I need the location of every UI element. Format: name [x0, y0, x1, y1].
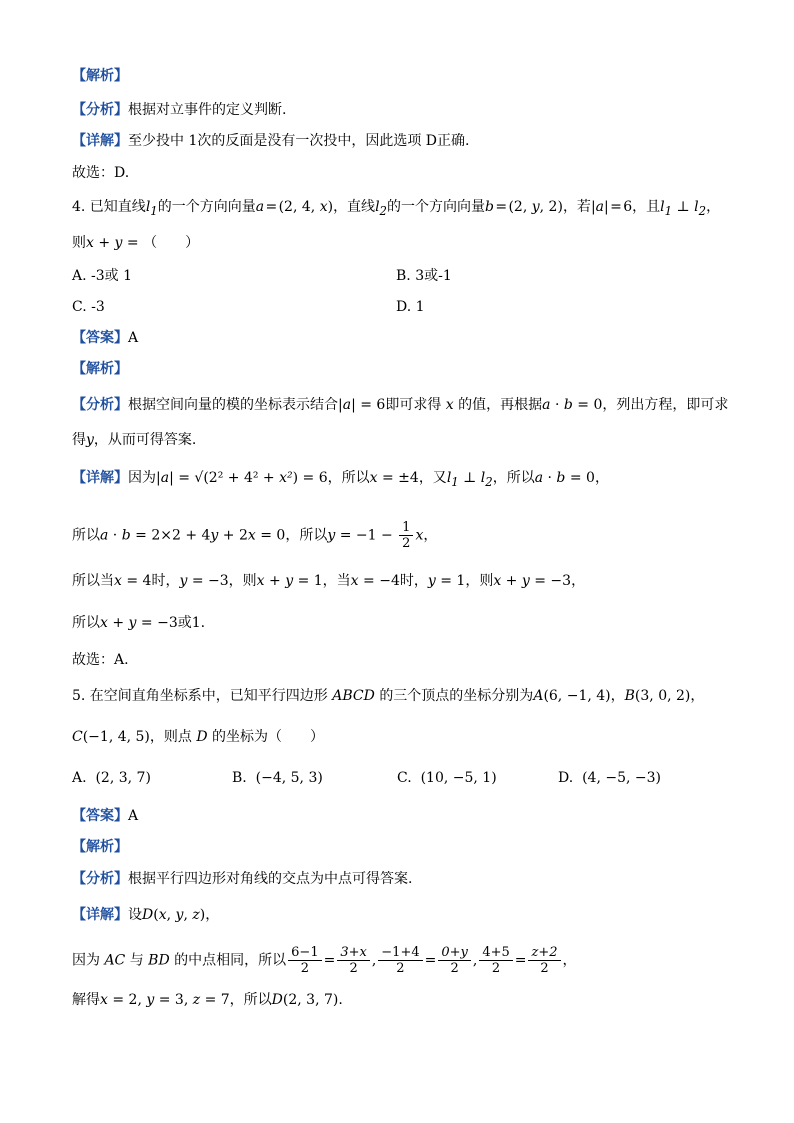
- math-sum-neg3: x + y = −3: [493, 573, 572, 589]
- math-perp2: $l_1$ ⊥ $l_2$: [446, 470, 493, 489]
- math-dot-zero2: a · b = 0: [534, 470, 595, 486]
- math-x-pm4: x = ±4: [369, 470, 419, 486]
- math-dot-zero: a · b = 0: [542, 397, 603, 413]
- q5-option-a: A. (2, 3, 7): [72, 770, 151, 786]
- q5-xiangjie-line3: 解得x = 2, y = 3, z = 7，所以D(2, 3, 7).: [72, 992, 343, 1008]
- q5-option-b: B. (−4, 5, 3): [232, 770, 323, 786]
- math-x-neg4: x = −4: [350, 573, 400, 589]
- q3-jiexi-line: [72, 66, 128, 86]
- q5-option-d: D. (4, −5, −3): [558, 770, 661, 786]
- q4-xiangjie-line1: 【详解】因为|a| = √(2² + 4² + x²) = 6，所以x = ±4，又$l_1$ ⊥ $l_2$，所以a · b = 0，: [72, 470, 609, 489]
- q4-stem-line1: 4. 已知直线$l_1$的一个方向向量a = (2, 4, x)，直线$l_2$的一个方向向量b = (2, y, 2)，若|a| = 6，且$l_1$ ⊥ $l_2$，: [72, 199, 721, 218]
- math-x: x: [441, 397, 459, 413]
- math-l1: $l_1$: [145, 199, 158, 218]
- q3-guxuan: 故选：D.: [72, 165, 130, 181]
- jiexi-tag: 【解析】: [72, 361, 128, 377]
- q4-xiangjie-line2: 所以a · b = 2×2 + 4y + 2x = 0，所以y = −1 − $\frac{1}{2}$ x，: [72, 520, 438, 551]
- math-frac-1: $\frac{6-1}{2}$: [288, 945, 321, 976]
- jiexi-tag: 【解析】: [72, 839, 128, 855]
- xiangjie-tag: 【详解】: [72, 470, 128, 486]
- math-x4: x = 4: [114, 573, 152, 589]
- q5-option-c: C. (10, −5, 1): [397, 770, 497, 786]
- math-frac-4: $\frac{0+y}{2}$: [438, 945, 471, 976]
- math-l2: $l_2$: [375, 199, 387, 218]
- q4-answer-line: [72, 328, 138, 348]
- q4-jiexi-line: [72, 359, 128, 379]
- q5-fenxi-line: 【分析】根据平行四边形对角线的交点为中点可得答案.: [72, 871, 413, 887]
- q3-fenxi-line: [72, 100, 286, 120]
- math-point-a: A(6, −1, 4): [533, 688, 611, 704]
- math-d-result: D(2, 3, 7): [271, 992, 339, 1008]
- fenxi-tag: 【分析】: [72, 102, 128, 118]
- q4-fenxi-line2: 得y，从而可得答案.: [72, 432, 197, 448]
- math-frac-half: $\frac{1}{2}$: [399, 520, 413, 551]
- math-b-def: b = (2, y, 2): [484, 199, 563, 215]
- xiangjie-tag: 【详解】: [72, 907, 128, 923]
- math-sum-final: x + y = −3: [100, 615, 178, 631]
- math-norm-a6: |a| = 6: [338, 397, 386, 413]
- q5-answer-line: [72, 806, 138, 826]
- math-d-xyz: D(x, y, z): [142, 907, 206, 923]
- math-norm-a: |a| = 6: [590, 199, 633, 215]
- math-vec-a: a: [255, 199, 265, 215]
- q4-answer: A: [128, 330, 139, 346]
- math-y: y: [86, 432, 94, 448]
- math-ac: AC: [100, 952, 130, 969]
- q4-guxuan: 故选：A.: [72, 652, 129, 668]
- q4-option-d: D. 1: [396, 299, 425, 315]
- q3-fenxi-text: 根据对立事件的定义判断.: [128, 102, 287, 118]
- xiangjie-tag: 【详解】: [72, 133, 128, 149]
- q4-option-a: A. -3或 1: [72, 268, 133, 284]
- q5-jiexi-line: [72, 837, 128, 857]
- q4-xiangjie-line4: 所以x + y = −3或1.: [72, 615, 206, 631]
- math-y-neg3: y = −3: [179, 573, 229, 589]
- math-perp: $l_1$ ⊥ $l_2$: [660, 199, 707, 218]
- math-frac-2: $\frac{3+x}{2}$: [337, 945, 370, 976]
- q5-xiangjie-line2: 因为 AC 与 BD 的中点相同，所以 $\frac{6-1}{2}$ = $\frac{3+x}{2}$ , $\frac{-1+4}{2}$ = $\frac{0+y}{2}$ , $\frac{4+5}{2}$ = $\frac{z+2}{2}$ ，: [72, 945, 577, 976]
- math-norm-sqrt: |a| = √(2² + 4² + x²) = 6: [156, 470, 328, 486]
- math-point-c: C(−1, 4, 5): [72, 729, 150, 745]
- q4-fenxi-line1: 【分析】根据空间向量的模的坐标表示结合|a| = 6即可求得 x 的值，再根据a · b = 0，列出方程，即可求: [72, 397, 729, 413]
- q3-xiangjie-text: 至少投中 1次的反面是没有一次投中，因此选项 D正确.: [128, 133, 470, 149]
- q4-xiangjie-line3: 所以当x = 4时，y = −3，则x + y = 1，当x = −4时，y = 1，则x + y = −3，: [72, 573, 586, 589]
- q5-stem-line1: 5. 在空间直角坐标系中，已知平行四边形 ABCD 的三个顶点的坐标分别为A(6, −1, 4)，B(3, 0, 2)，: [72, 688, 705, 704]
- q5-answer: A: [128, 808, 139, 824]
- q3-xiangjie-line: [72, 131, 469, 151]
- answer-tag: 【答案】: [72, 808, 128, 824]
- math-frac-6: $\frac{z+2}{2}$: [528, 945, 560, 976]
- math-y1: y = 1: [427, 573, 466, 589]
- answer-tag: 【答案】: [72, 330, 128, 346]
- math-solution: x = 2, y = 3, z = 7: [100, 992, 230, 1008]
- math-bd: BD: [143, 952, 175, 969]
- math-y-expr: y = −1 −: [327, 527, 398, 544]
- q4-option-c: C. -3: [72, 299, 105, 315]
- math-frac-5: $\frac{4+5}{2}$: [479, 945, 512, 976]
- math-xy-sum: x + y =: [86, 235, 144, 251]
- q4-stem-line2: 则x + y = （ ）: [72, 235, 200, 251]
- math-x-end: x: [415, 527, 424, 544]
- math-frac-3: $\frac{-1+4}{2}$: [378, 945, 422, 976]
- math-sum1: x + y = 1: [256, 573, 323, 589]
- math-dot-expand: a · b = 2×2 + 4y + 2x = 0: [100, 527, 286, 544]
- fenxi-tag: 【分析】: [72, 397, 128, 413]
- q5-xiangjie-line1: 【详解】设D(x, y, z)，: [72, 907, 220, 923]
- math-point-d: D: [191, 729, 213, 745]
- q5-stem-line2: C(−1, 4, 5)，则点 D 的坐标为（ ）: [72, 729, 325, 745]
- q4-option-b: B. 3或-1: [396, 268, 452, 284]
- fenxi-tag: 【分析】: [72, 871, 128, 887]
- math-a-def: = (2, 4, x): [264, 199, 334, 215]
- math-point-b: B(3, 0, 2): [624, 688, 691, 704]
- math-abcd: ABCD: [327, 688, 380, 704]
- jiexi-tag: 【解析】: [72, 68, 128, 84]
